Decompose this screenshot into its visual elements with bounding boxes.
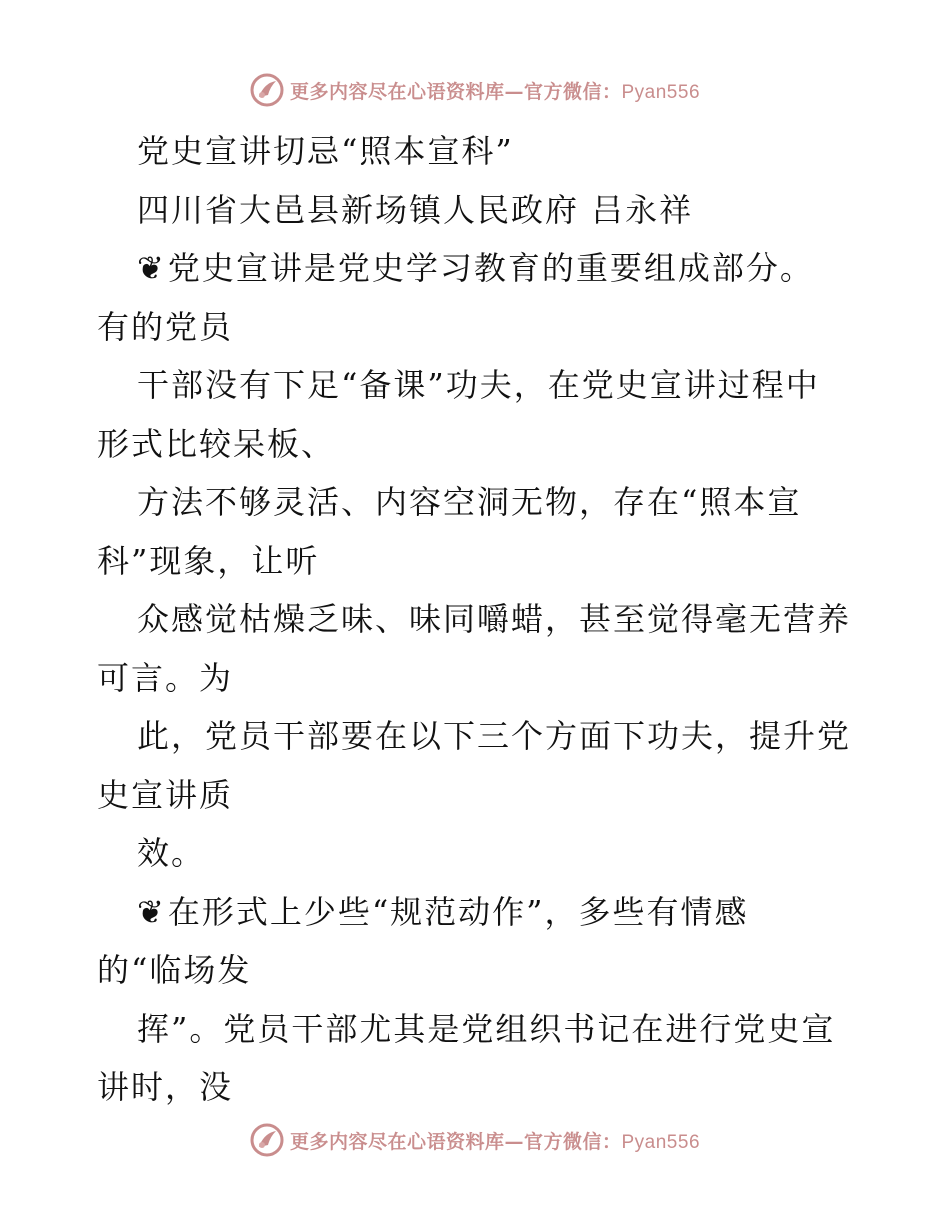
text-line-content: 史宣讲质 [97, 775, 234, 814]
text-line [97, 824, 897, 883]
text-line [97, 590, 897, 649]
text-line-content: 讲时，没 [97, 1068, 234, 1106]
watermark-text: 更多内容尽在心语资料库—官方微信：Pyan556 [289, 80, 701, 103]
footer-watermark [0, 1120, 950, 1160]
text-line [97, 181, 897, 240]
text-line [97, 1058, 897, 1117]
text-line [97, 1000, 897, 1059]
text-line-content: 党史宣讲切忌“照本宣科” [137, 132, 514, 170]
text-line [97, 707, 897, 766]
text-line-content: 的“临场发 [97, 951, 252, 989]
text-line-content: 干部没有下足“备课”功夫，在党史宣讲过程中 [137, 366, 820, 404]
text-line-content: 此，党员干部要在以下三个方面下功夫，提升党 [137, 717, 852, 755]
text-line-content: 众感觉枯燥乏味、味同嚼蜡，甚至觉得毫无营养 [137, 600, 852, 638]
text-line-content: 在形式上少些“规范动作”，多些有情感 [167, 892, 749, 931]
header-watermark [0, 70, 950, 110]
text-line [97, 239, 897, 298]
text-line-content: 方法不够灵活、内容空洞无物，存在“照本宣 [137, 483, 802, 521]
text-line-content: 形式比较呆板、 [97, 424, 336, 463]
text-line-content: 四川省大邑县新场镇人民政府 吕永祥 [137, 190, 694, 229]
text-line-content: 有的党员 [97, 307, 234, 346]
text-line-content: 效。 [137, 834, 206, 872]
text-line [97, 883, 897, 942]
text-line [97, 941, 897, 1000]
flower-bullet-icon: ❦ [137, 249, 166, 287]
text-line-content: 科”现象，让听 [97, 541, 320, 580]
text-line-content: 可言。为 [97, 658, 234, 697]
text-line [97, 532, 897, 591]
text-line [97, 122, 897, 181]
watermark-text: 更多内容尽在心语资料库—官方微信：Pyan556 [289, 1130, 701, 1153]
watermark-logo-icon [250, 73, 284, 107]
text-line [97, 356, 897, 415]
text-line-content: 挥”。党员干部尤其是党组织书记在进行党史宣 [137, 1009, 836, 1048]
watermark-logo-icon [250, 1123, 284, 1157]
text-line [97, 298, 897, 357]
text-line-content: 党史宣讲是党史学习教育的重要组成部分。 [167, 249, 814, 287]
text-line [97, 473, 897, 532]
text-line [97, 415, 897, 474]
flower-bullet-icon: ❦ [137, 892, 166, 931]
text-line [97, 766, 897, 825]
text-line [97, 649, 897, 708]
document-body [97, 122, 897, 1117]
